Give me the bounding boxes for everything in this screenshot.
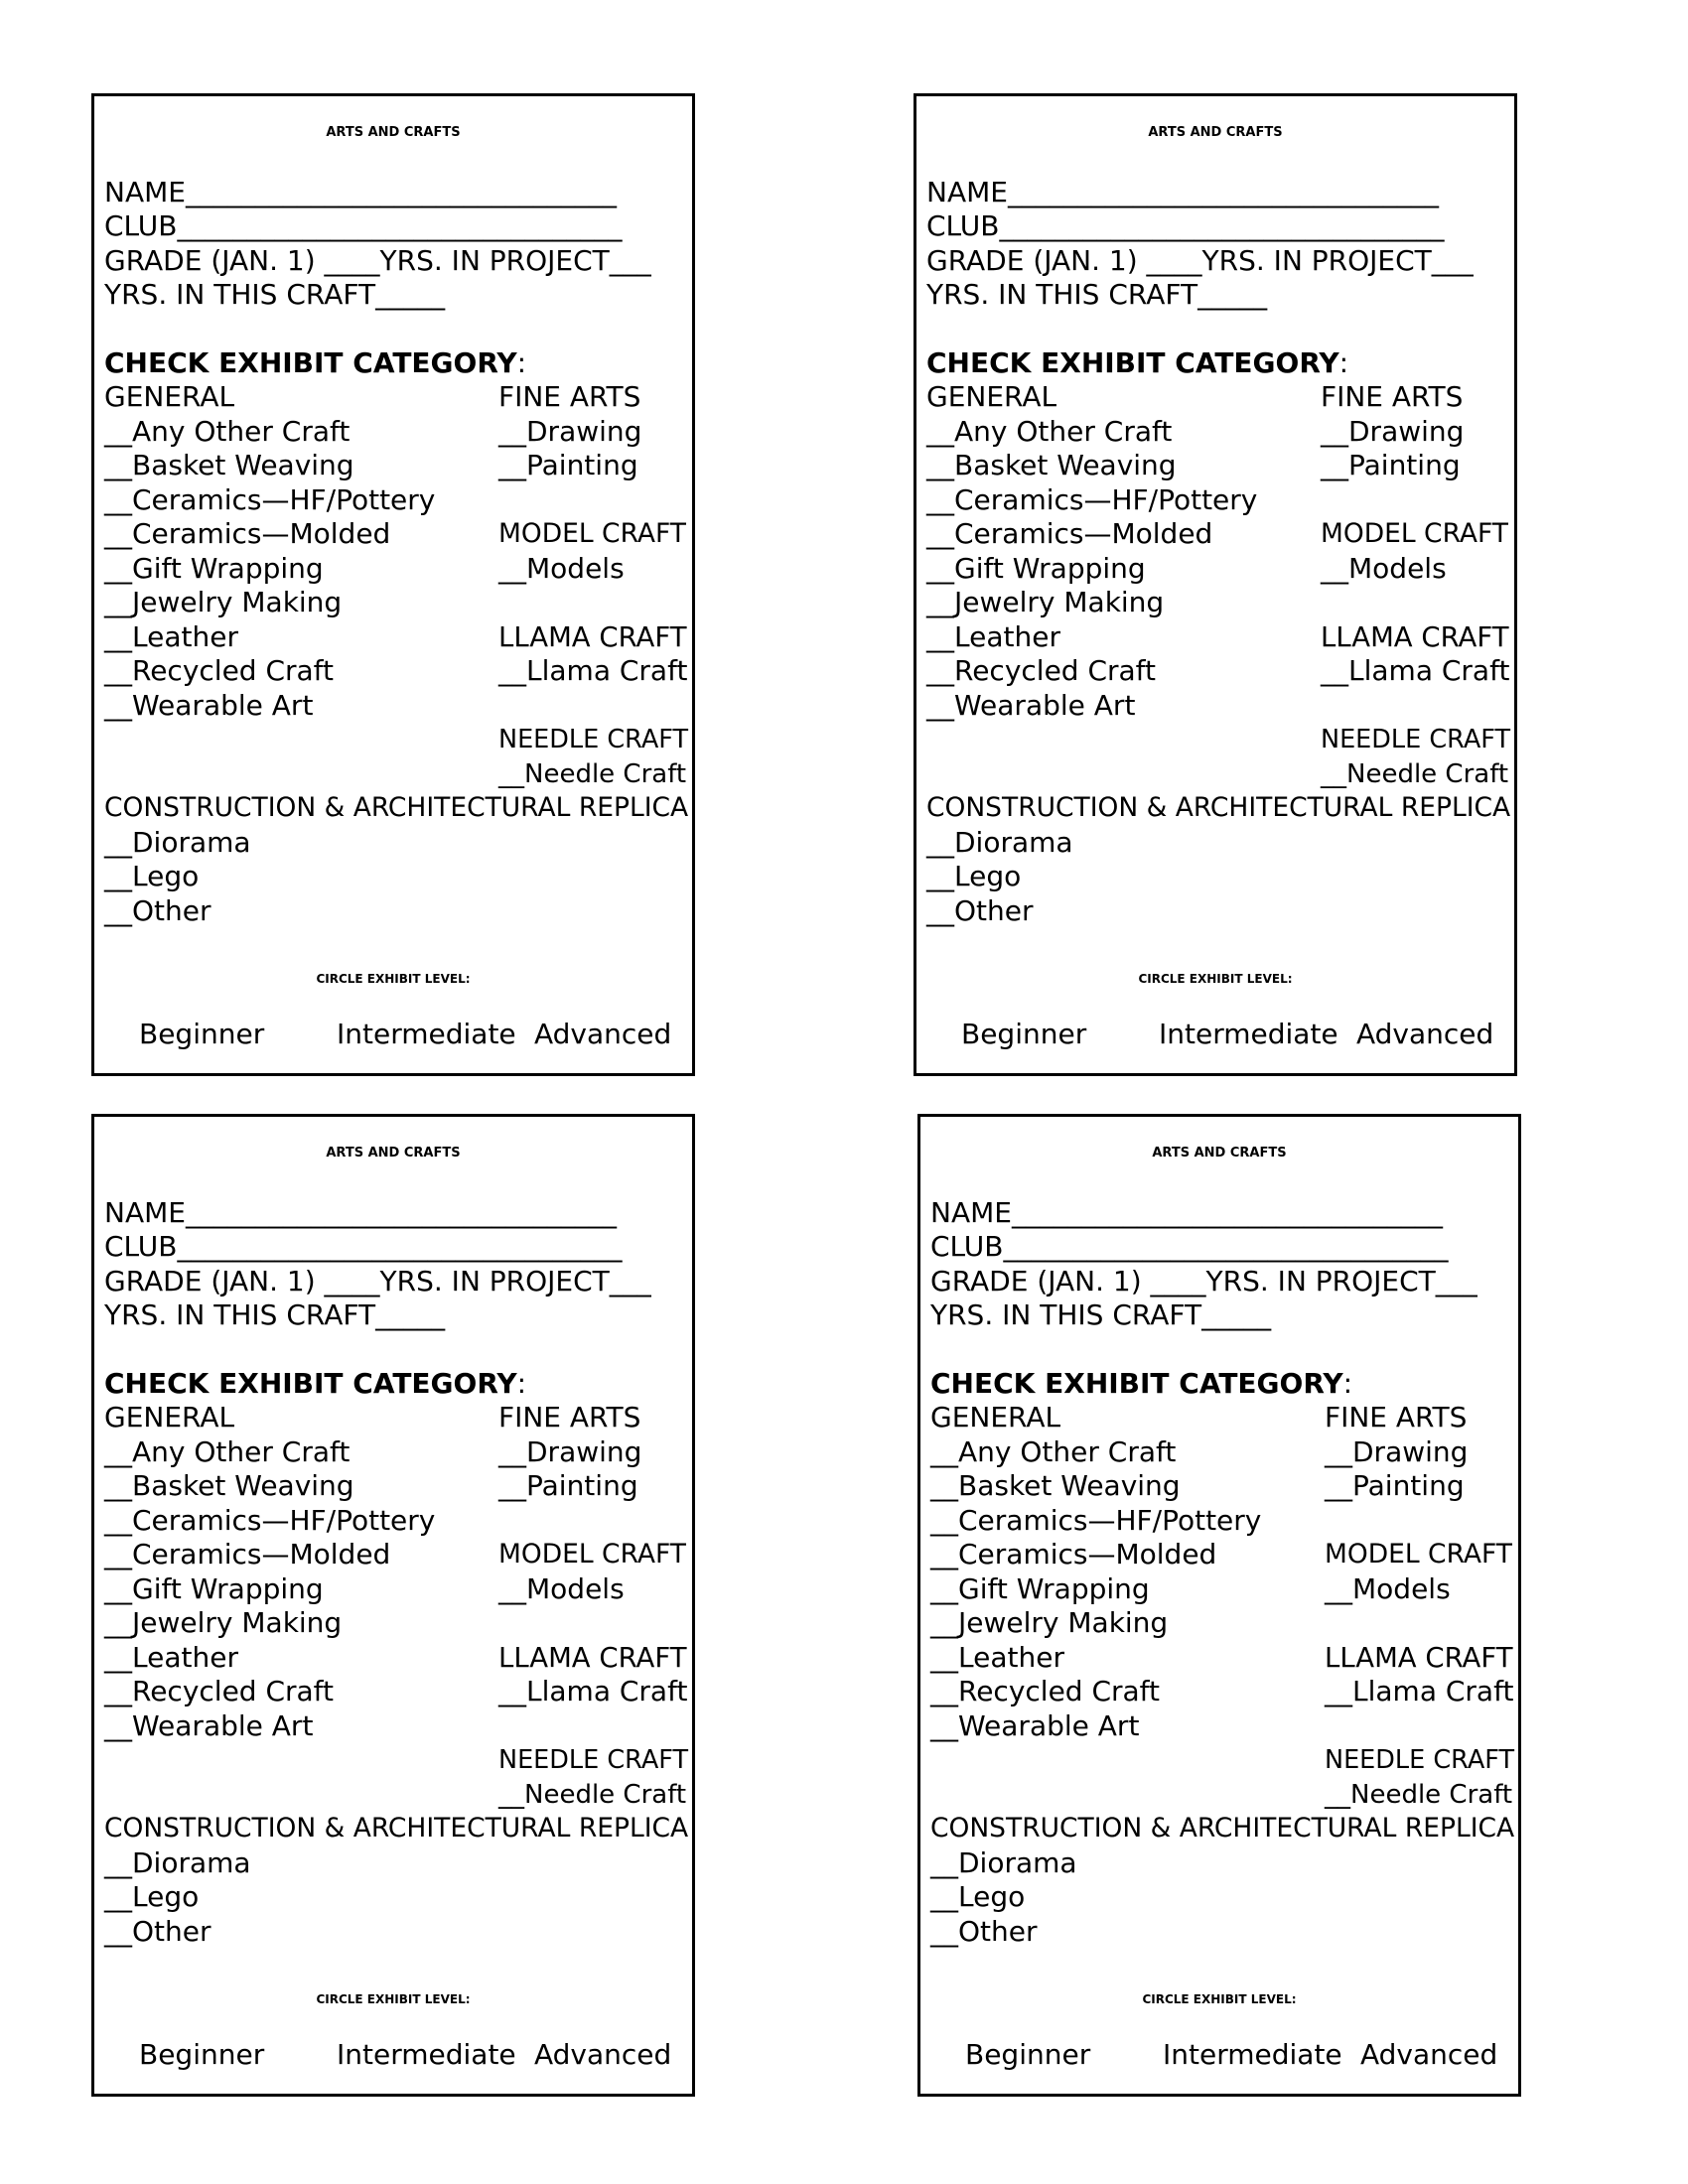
grade-project-field[interactable]: GRADE (JAN. 1) ____YRS. IN PROJECT___ [104, 244, 651, 277]
grade-project-field[interactable]: GRADE (JAN. 1) ____YRS. IN PROJECT___ [926, 244, 1474, 277]
category-leather[interactable]: __Leather [104, 1641, 238, 1674]
category-painting[interactable]: __Painting [1321, 449, 1461, 481]
category-gift-wrapping[interactable]: __Gift Wrapping [104, 552, 324, 585]
category-lego[interactable]: __Lego [930, 1880, 1026, 1913]
category-any-other-craft[interactable]: __Any Other Craft [104, 415, 351, 448]
needle-craft-heading: NEEDLE CRAFT [1321, 725, 1511, 754]
category-drawing[interactable]: __Drawing [498, 415, 642, 448]
category-gift-wrapping[interactable]: __Gift Wrapping [930, 1572, 1150, 1605]
name-field[interactable]: NAME_______________________________ [104, 1196, 617, 1229]
llama-craft-heading: LLAMA CRAFT [498, 621, 687, 653]
category-painting[interactable]: __Painting [498, 1469, 638, 1502]
card-title: ARTS AND CRAFTS [326, 1146, 461, 1160]
category-drawing[interactable]: __Drawing [1321, 415, 1465, 448]
general-heading: GENERAL [926, 380, 1057, 413]
category-basket-weaving[interactable]: __Basket Weaving [104, 449, 354, 481]
category-gift-wrapping[interactable]: __Gift Wrapping [104, 1572, 324, 1605]
category-diorama[interactable]: __Diorama [926, 826, 1073, 859]
llama-craft-heading: LLAMA CRAFT [1325, 1642, 1513, 1674]
category-diorama[interactable]: __Diorama [930, 1846, 1077, 1879]
arts-crafts-entry-card [914, 93, 1517, 1076]
category-models[interactable]: __Models [498, 1572, 625, 1605]
general-heading: GENERAL [930, 1401, 1061, 1433]
category-gift-wrapping[interactable]: __Gift Wrapping [926, 552, 1146, 585]
fine-arts-heading: FINE ARTS [1325, 1401, 1468, 1433]
years-craft-field[interactable]: YRS. IN THIS CRAFT_____ [926, 278, 1268, 311]
category-basket-weaving[interactable]: __Basket Weaving [104, 1469, 354, 1502]
model-craft-heading: MODEL CRAFT [498, 518, 686, 549]
club-field[interactable]: CLUB________________________________ [104, 209, 623, 242]
category-recycled-craft[interactable]: __Recycled Craft [926, 654, 1157, 687]
category-any-other-craft[interactable]: __Any Other Craft [930, 1435, 1177, 1468]
category-other[interactable]: __Other [926, 894, 1034, 927]
years-craft-field[interactable]: YRS. IN THIS CRAFT_____ [104, 1298, 446, 1331]
category-basket-weaving[interactable]: __Basket Weaving [930, 1469, 1181, 1502]
category-lego[interactable]: __Lego [926, 860, 1022, 892]
check-category-heading: CHECK EXHIBIT CATEGORY: [104, 346, 527, 379]
category-any-other-craft[interactable]: __Any Other Craft [104, 1435, 351, 1468]
category-diorama[interactable]: __Diorama [104, 826, 251, 859]
club-field[interactable]: CLUB________________________________ [930, 1230, 1449, 1263]
needle-craft-heading: NEEDLE CRAFT [1325, 1745, 1515, 1775]
general-heading: GENERAL [104, 1401, 235, 1433]
category-leather[interactable]: __Leather [104, 620, 238, 653]
level-intermediate[interactable]: Intermediate [337, 2038, 516, 2071]
category-models[interactable]: __Models [498, 552, 625, 585]
category-jewelry-making[interactable]: __Jewelry Making [930, 1606, 1169, 1639]
needle-craft-heading: NEEDLE CRAFT [498, 725, 689, 754]
category-jewelry-making[interactable]: __Jewelry Making [926, 586, 1165, 618]
check-category-heading: CHECK EXHIBIT CATEGORY: [926, 346, 1349, 379]
model-craft-heading: MODEL CRAFT [1325, 1539, 1512, 1570]
level-beginner[interactable]: Beginner [961, 1018, 1087, 1050]
category-lego[interactable]: __Lego [104, 1880, 200, 1913]
category-ceramics-molded[interactable]: __Ceramics—Molded [930, 1538, 1217, 1570]
category-ceramics-hf-pottery[interactable]: __Ceramics—HF/Pottery [930, 1504, 1262, 1537]
category-other[interactable]: __Other [104, 1915, 211, 1948]
construction-heading: CONSTRUCTION & ARCHITECTURAL REPLICA [104, 792, 689, 823]
grade-project-field[interactable]: GRADE (JAN. 1) ____YRS. IN PROJECT___ [930, 1265, 1477, 1297]
level-advanced[interactable]: Advanced [1356, 1018, 1494, 1050]
category-needle-craft[interactable]: __Needle Craft [1321, 759, 1509, 789]
model-craft-heading: MODEL CRAFT [1321, 518, 1508, 549]
category-needle-craft[interactable]: __Needle Craft [498, 1780, 687, 1810]
construction-heading: CONSTRUCTION & ARCHITECTURAL REPLICA [926, 792, 1511, 823]
arts-crafts-entry-card [917, 1114, 1521, 2097]
category-ceramics-hf-pottery[interactable]: __Ceramics—HF/Pottery [104, 1504, 436, 1537]
category-other[interactable]: __Other [930, 1915, 1038, 1948]
needle-craft-heading: NEEDLE CRAFT [498, 1745, 689, 1775]
construction-heading: CONSTRUCTION & ARCHITECTURAL REPLICA [104, 1813, 689, 1843]
construction-heading: CONSTRUCTION & ARCHITECTURAL REPLICA [930, 1813, 1515, 1843]
category-jewelry-making[interactable]: __Jewelry Making [104, 1606, 343, 1639]
card-title: ARTS AND CRAFTS [1148, 125, 1283, 140]
club-field[interactable]: CLUB________________________________ [104, 1230, 623, 1263]
category-ceramics-molded[interactable]: __Ceramics—Molded [104, 517, 391, 550]
level-advanced[interactable]: Advanced [534, 2038, 672, 2071]
fine-arts-heading: FINE ARTS [498, 1401, 641, 1433]
category-other[interactable]: __Other [104, 894, 211, 927]
category-recycled-craft[interactable]: __Recycled Craft [104, 1675, 335, 1707]
model-craft-heading: MODEL CRAFT [498, 1539, 686, 1570]
card-title: ARTS AND CRAFTS [326, 125, 461, 140]
name-field[interactable]: NAME_______________________________ [930, 1196, 1443, 1229]
category-ceramics-molded[interactable]: __Ceramics—Molded [926, 517, 1213, 550]
category-llama-craft[interactable]: __Llama Craft [1325, 1675, 1514, 1707]
name-field[interactable]: NAME_______________________________ [926, 176, 1439, 208]
circle-level-heading: CIRCLE EXHIBIT LEVEL: [1138, 972, 1293, 986]
arts-crafts-entry-card [91, 93, 695, 1076]
years-craft-field[interactable]: YRS. IN THIS CRAFT_____ [104, 278, 446, 311]
category-llama-craft[interactable]: __Llama Craft [498, 654, 688, 687]
level-beginner[interactable]: Beginner [139, 1018, 265, 1050]
category-any-other-craft[interactable]: __Any Other Craft [926, 415, 1173, 448]
level-beginner[interactable]: Beginner [139, 2038, 265, 2071]
level-advanced[interactable]: Advanced [534, 1018, 672, 1050]
llama-craft-heading: LLAMA CRAFT [1321, 621, 1509, 653]
category-recycled-craft[interactable]: __Recycled Craft [104, 654, 335, 687]
grade-project-field[interactable]: GRADE (JAN. 1) ____YRS. IN PROJECT___ [104, 1265, 651, 1297]
category-recycled-craft[interactable]: __Recycled Craft [930, 1675, 1161, 1707]
category-leather[interactable]: __Leather [930, 1641, 1064, 1674]
category-jewelry-making[interactable]: __Jewelry Making [104, 586, 343, 618]
category-needle-craft[interactable]: __Needle Craft [498, 759, 687, 789]
category-drawing[interactable]: __Drawing [1325, 1435, 1469, 1468]
category-leather[interactable]: __Leather [926, 620, 1060, 653]
arts-crafts-entry-card [91, 1114, 695, 2097]
category-basket-weaving[interactable]: __Basket Weaving [926, 449, 1177, 481]
level-intermediate[interactable]: Intermediate [337, 1018, 516, 1050]
category-needle-craft[interactable]: __Needle Craft [1325, 1780, 1513, 1810]
level-intermediate[interactable]: Intermediate [1163, 2038, 1342, 2071]
check-category-heading: CHECK EXHIBIT CATEGORY: [104, 1367, 527, 1400]
category-painting[interactable]: __Painting [498, 449, 638, 481]
llama-craft-heading: LLAMA CRAFT [498, 1642, 687, 1674]
category-lego[interactable]: __Lego [104, 860, 200, 892]
fine-arts-heading: FINE ARTS [1321, 380, 1464, 413]
circle-level-heading: CIRCLE EXHIBIT LEVEL: [1142, 1992, 1297, 2006]
level-advanced[interactable]: Advanced [1360, 2038, 1498, 2071]
category-llama-craft[interactable]: __Llama Craft [1321, 654, 1510, 687]
category-models[interactable]: __Models [1325, 1572, 1451, 1605]
check-category-heading: CHECK EXHIBIT CATEGORY: [930, 1367, 1353, 1400]
category-wearable-art[interactable]: __Wearable Art [104, 1709, 314, 1742]
category-wearable-art[interactable]: __Wearable Art [926, 689, 1136, 722]
category-drawing[interactable]: __Drawing [498, 1435, 642, 1468]
category-models[interactable]: __Models [1321, 552, 1447, 585]
general-heading: GENERAL [104, 380, 235, 413]
club-field[interactable]: CLUB________________________________ [926, 209, 1445, 242]
category-llama-craft[interactable]: __Llama Craft [498, 1675, 688, 1707]
category-ceramics-hf-pottery[interactable]: __Ceramics—HF/Pottery [104, 483, 436, 516]
name-field[interactable]: NAME_______________________________ [104, 176, 617, 208]
years-craft-field[interactable]: YRS. IN THIS CRAFT_____ [930, 1298, 1272, 1331]
circle-level-heading: CIRCLE EXHIBIT LEVEL: [316, 1992, 471, 2006]
card-title: ARTS AND CRAFTS [1152, 1146, 1287, 1160]
category-wearable-art[interactable]: __Wearable Art [104, 689, 314, 722]
level-beginner[interactable]: Beginner [965, 2038, 1091, 2071]
category-wearable-art[interactable]: __Wearable Art [930, 1709, 1140, 1742]
category-ceramics-molded[interactable]: __Ceramics—Molded [104, 1538, 391, 1570]
category-ceramics-hf-pottery[interactable]: __Ceramics—HF/Pottery [926, 483, 1258, 516]
level-intermediate[interactable]: Intermediate [1159, 1018, 1338, 1050]
category-painting[interactable]: __Painting [1325, 1469, 1465, 1502]
category-diorama[interactable]: __Diorama [104, 1846, 251, 1879]
fine-arts-heading: FINE ARTS [498, 380, 641, 413]
circle-level-heading: CIRCLE EXHIBIT LEVEL: [316, 972, 471, 986]
